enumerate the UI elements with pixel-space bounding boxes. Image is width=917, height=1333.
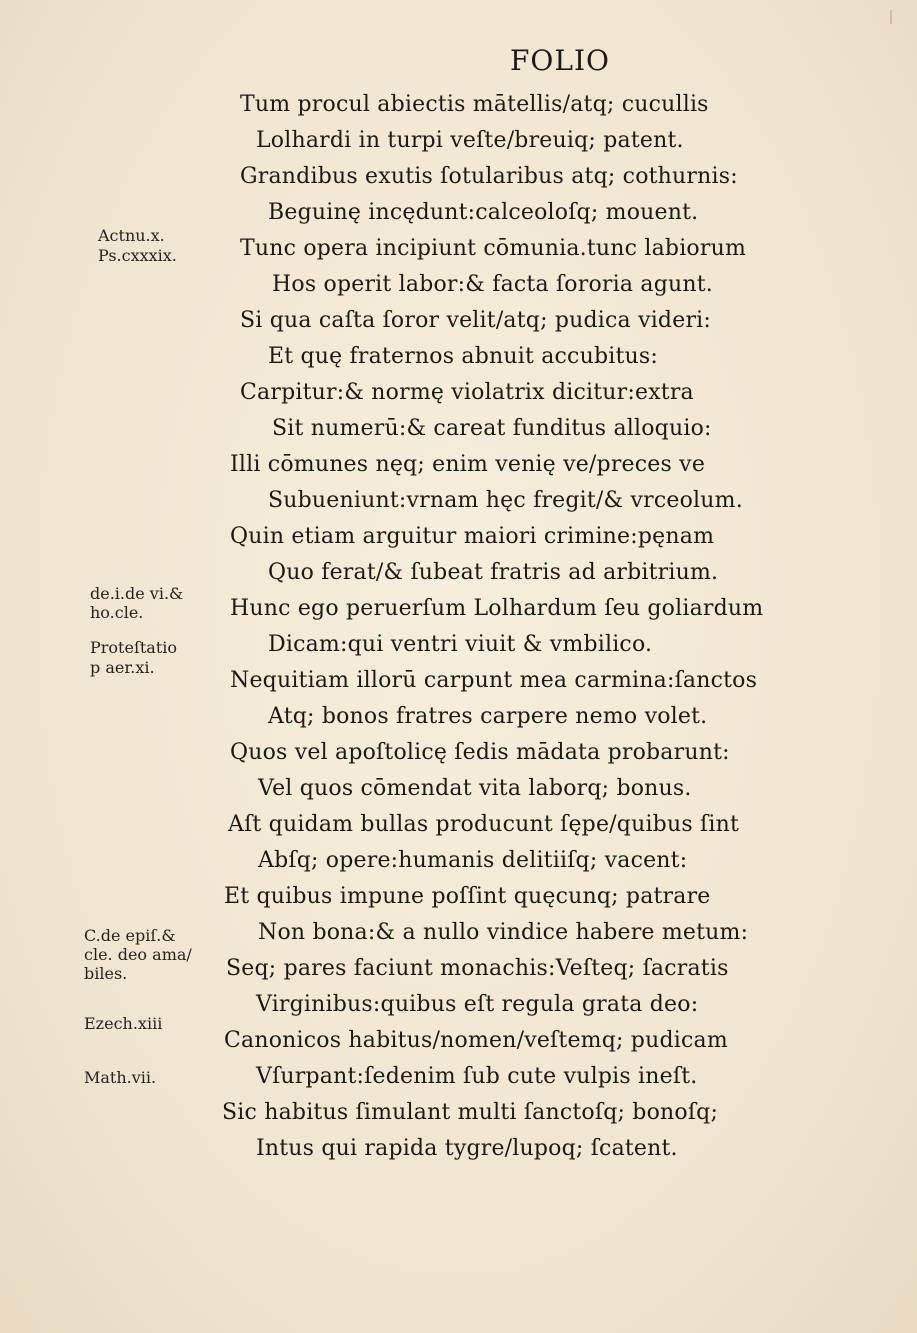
verse-line: Tunc opera incipiunt cōmunia.tunc labiorum — [240, 236, 747, 261]
margin-note: Math.vii. — [84, 1068, 157, 1087]
verse-line: Beguinę incędunt:calceoloſq; mouent. — [268, 200, 699, 225]
margin-note: Proteſtatio — [90, 638, 178, 657]
verse-line: Illi cōmunes nęq; enim venię ve/preces ve — [230, 452, 706, 477]
verse-line: Hos operit labor:& facta ſororia agunt. — [272, 272, 713, 297]
verse-line: Canonicos habitus/nomen/veſtemq; pudicam — [224, 1028, 728, 1053]
verse-line: Virginibus:quibus eſt regula grata deo: — [256, 992, 699, 1017]
folio-heading: FOLIO — [510, 44, 610, 77]
margin-note: C.de epiſ.& — [84, 926, 176, 945]
verse-line: Nequitiam illorū carpunt mea carmina:ſanctos — [230, 668, 758, 693]
verse-line: Quo ferat/& ſubeat fratris ad arbitrium. — [268, 560, 719, 585]
verse-line: Quin etiam arguitur maiori crimine:pęnam — [230, 524, 715, 549]
margin-note: Ps.cxxxix. — [98, 246, 177, 265]
verse-line: Sic habitus ſimulant multi ſanctoſq; bonoſq; — [222, 1100, 719, 1125]
verse-line: Tum procul abiectis mātellis/atq; cucullis — [240, 92, 709, 117]
verse-line: Seq; pares faciunt monachis:Veſteq; ſacratis — [226, 956, 729, 981]
verse-line: Hunc ego peruerſum Lolhardum ſeu goliardum — [230, 596, 764, 621]
verse-line: Atq; bonos fratres carpere nemo volet. — [268, 704, 708, 729]
verse-line: Carpitur:& normę violatrix dicitur:extra — [240, 380, 694, 405]
verse-line: Dicam:qui ventri viuit & vmbilico. — [268, 632, 653, 657]
verse-line: Si qua caſta ſoror velit/atq; pudica videri: — [240, 308, 712, 333]
verse-line: Grandibus exutis ſotularibus atq; cothurnis: — [240, 164, 738, 189]
margin-note: ho.cle. — [90, 603, 144, 622]
verse-line: Et quę fraternos abnuit accubitus: — [268, 344, 658, 369]
verse-line: Vſurpant:ſedenim ſub cute vulpis ineſt. — [256, 1064, 698, 1089]
verse-line: Intus qui rapida tygre/lupoq; ſcatent. — [256, 1136, 678, 1161]
verse-line: Quos vel apoſtolicę ſedis mādata probarunt: — [230, 740, 730, 765]
verse-line: Et quibus impune poſſint quęcunq; patrare — [224, 884, 711, 909]
margin-note: Actnu.x. — [98, 226, 165, 245]
verse-line: Sit numerū:& careat funditus alloquio: — [272, 416, 712, 441]
verse-line: Non bona:& a nullo vindice habere metum: — [258, 920, 749, 945]
verse-line: Vel quos cōmendat vita laborq; bonus. — [258, 776, 692, 801]
margin-note: Ezech.xiii — [84, 1014, 163, 1033]
verse-line: Lolhardi in turpi veſte/breuiq; patent. — [256, 128, 684, 153]
margin-note: de.i.de vi.& — [90, 584, 184, 603]
margin-note: p aer.xi. — [90, 658, 155, 677]
verse-line: Subueniunt:vrnam hęc fregit/& vrceolum. — [268, 488, 743, 513]
verse-line: Abſq; opere:humanis delitiiſq; vacent: — [258, 848, 688, 873]
verse-line: Aſt quidam bullas producunt ſępe/quibus ſint — [228, 812, 740, 837]
margin-note: cle. deo ama/ — [84, 945, 192, 964]
margin-note: biles. — [84, 964, 128, 983]
